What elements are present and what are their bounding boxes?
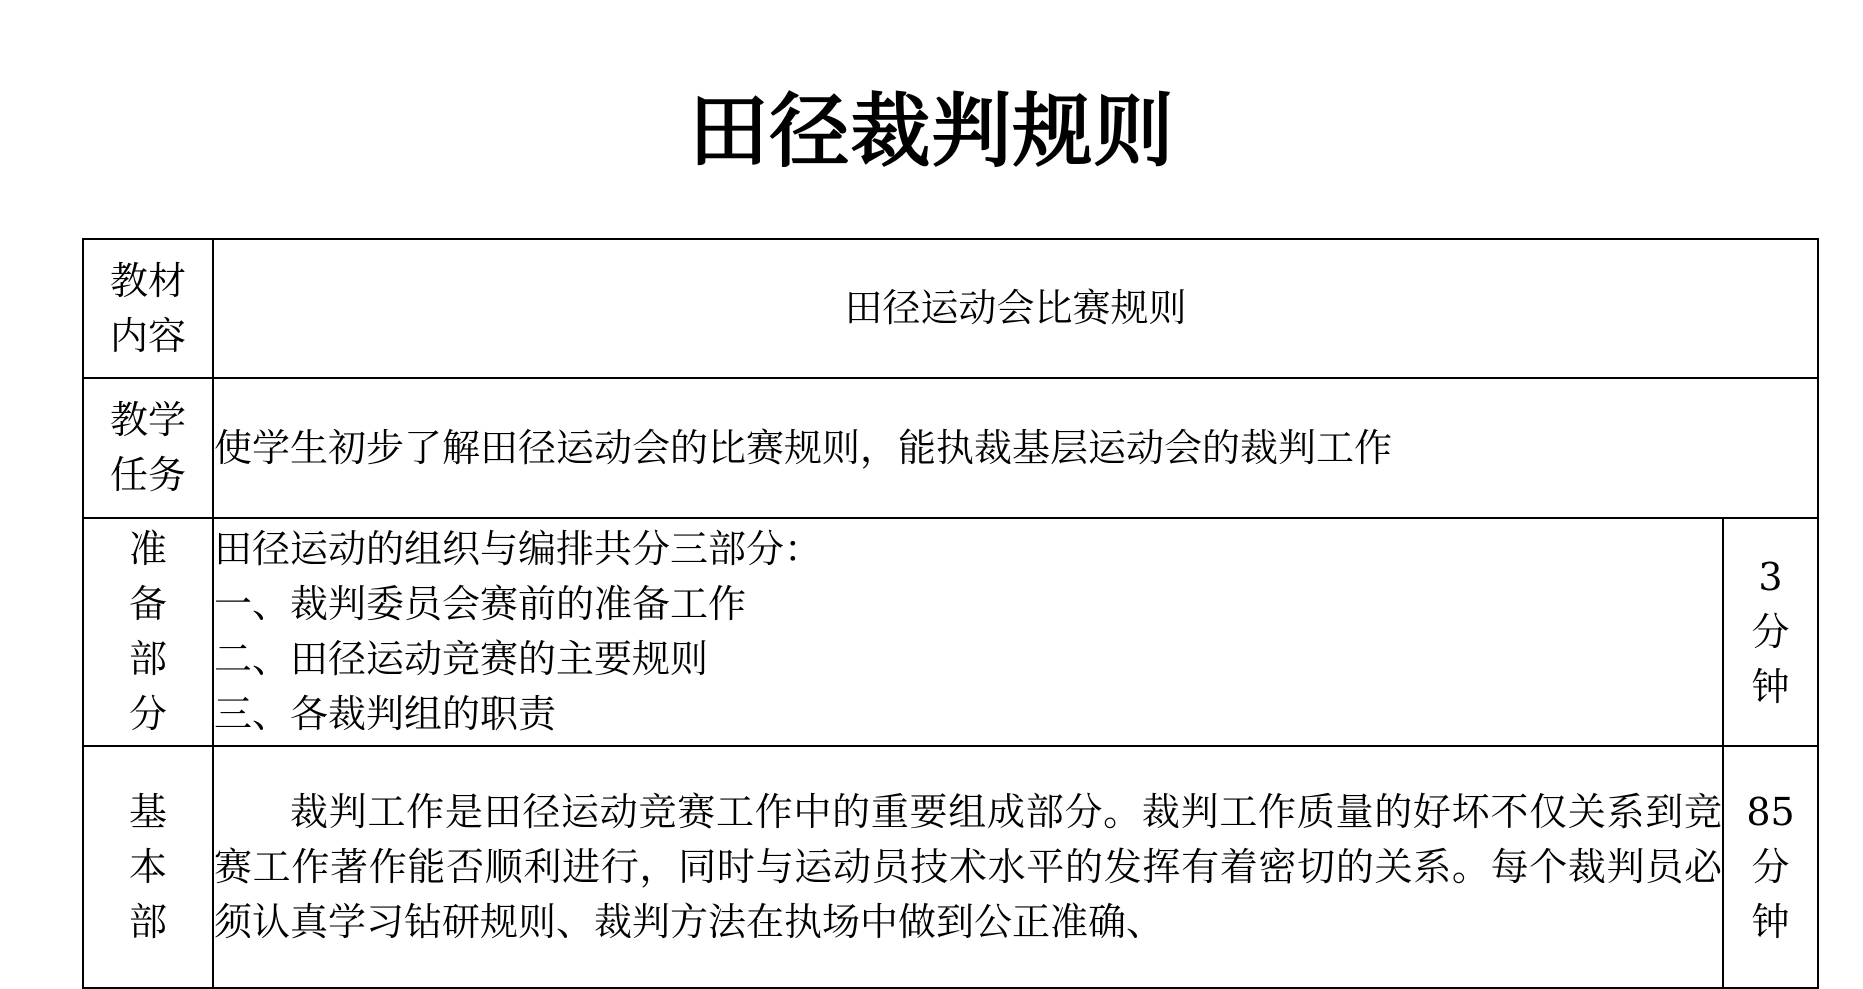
list-item: 二、田径运动竞赛的主要规则 bbox=[214, 637, 709, 681]
duration-char: 分 bbox=[1751, 844, 1790, 889]
label-line: 任务 bbox=[109, 453, 186, 497]
preparation-duration bbox=[1723, 518, 1818, 746]
table-row-preparation bbox=[83, 518, 1818, 746]
lesson-plan-table bbox=[82, 238, 1819, 989]
label-char: 准 bbox=[128, 527, 167, 571]
label-teaching-task bbox=[83, 378, 213, 518]
table-row-task bbox=[83, 378, 1818, 518]
label-line: 教材 bbox=[109, 258, 186, 303]
teaching-task-value: 使学生初步了解田径运动会的比赛规则，能执裁基层运动会的裁判工作 bbox=[213, 378, 1818, 518]
label-char: 备 bbox=[128, 582, 167, 626]
preparation-content bbox=[213, 518, 1723, 746]
label-line: 内容 bbox=[109, 313, 186, 358]
teaching-content-value: 田径运动会比赛规则 bbox=[213, 239, 1818, 378]
label-basic-part bbox=[83, 746, 213, 988]
table-row-content bbox=[83, 239, 1818, 378]
label-char: 基 bbox=[128, 789, 167, 834]
basic-duration bbox=[1723, 746, 1818, 988]
basic-paragraph: 裁判工作是田径运动竞赛工作中的重要组成部分。裁判工作质量的好坏不仅关系到竞赛工作著作能否顺利进行，同时与运动员技术水平的发挥有着密切的关系。每个裁判员必须认真学习钻研规则、裁判方法在执场中做到公正准确、 bbox=[214, 789, 1722, 944]
duration-char: 钟 bbox=[1751, 664, 1790, 709]
label-preparation-part bbox=[83, 518, 213, 746]
duration-char: 分 bbox=[1751, 609, 1790, 654]
duration-char: 钟 bbox=[1751, 899, 1790, 944]
label-char: 部 bbox=[128, 899, 167, 944]
duration-char: 85 bbox=[1746, 789, 1795, 834]
basic-content bbox=[213, 746, 1723, 988]
label-char: 部 bbox=[128, 637, 167, 681]
label-teaching-content bbox=[83, 239, 213, 378]
label-line: 教学 bbox=[109, 398, 186, 442]
label-char: 本 bbox=[128, 844, 167, 889]
list-item: 一、裁判委员会赛前的准备工作 bbox=[214, 582, 747, 626]
list-item: 田径运动的组织与编排共分三部分： bbox=[214, 527, 823, 571]
list-item: 三、各裁判组的职责 bbox=[214, 692, 557, 736]
duration-char: 3 bbox=[1758, 554, 1783, 599]
label-char: 分 bbox=[128, 692, 167, 736]
table-row-basic bbox=[83, 746, 1818, 988]
document-title: 田径裁判规则 bbox=[688, 85, 1175, 178]
